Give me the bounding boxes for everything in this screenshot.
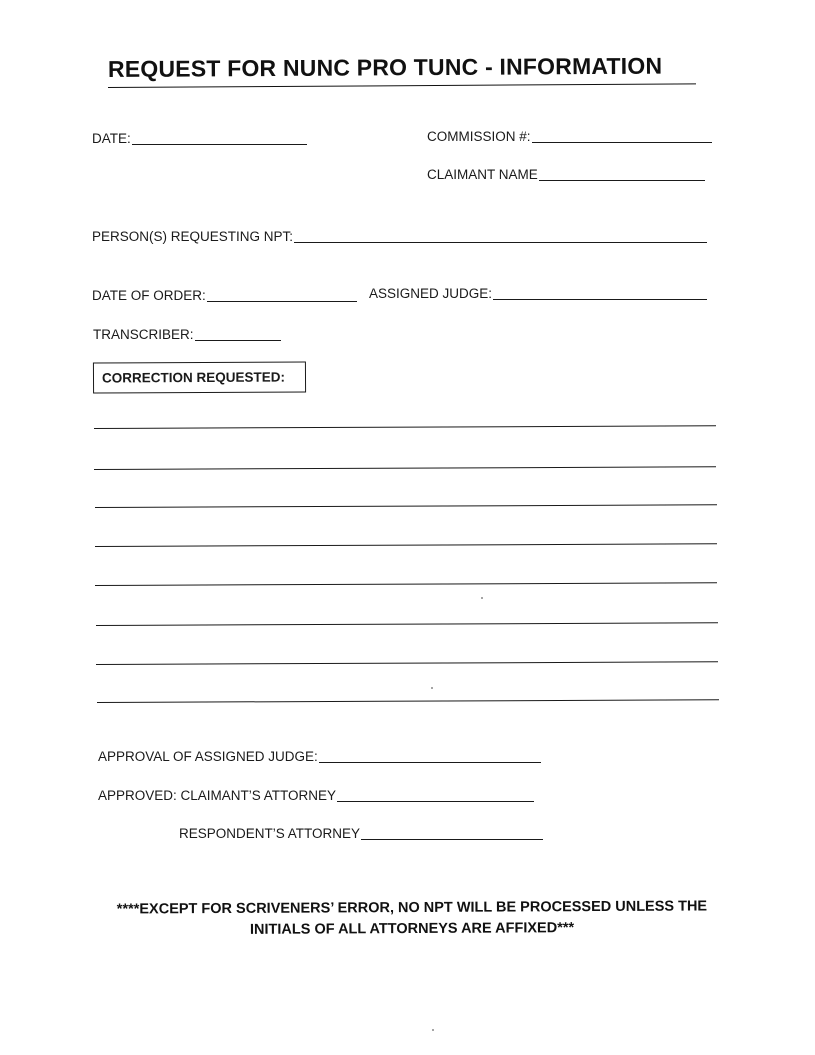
correction-line-4[interactable] [95, 543, 717, 547]
correction-line-2[interactable] [94, 466, 716, 470]
commission-field [427, 129, 712, 145]
claimant-attorney-label: APPROVED: CLAIMANT’S ATTORNEY [98, 788, 337, 803]
transcriber-blank[interactable] [195, 340, 281, 341]
approval-judge-blank[interactable] [319, 762, 541, 763]
notice-line-1: ****EXCEPT FOR SCRIVENERS’ ERROR, NO NPT WILL BE PROCESSED UNLESS THE [116, 898, 708, 918]
correction-line-7[interactable] [96, 661, 718, 665]
approval-judge-field [98, 749, 541, 765]
date-of-order-label: DATE OF ORDER: [92, 288, 206, 303]
transcriber-field [93, 327, 281, 343]
correction-line-3[interactable] [95, 504, 717, 508]
claimant-name-blank[interactable] [539, 180, 705, 181]
commission-label: COMMISSION #: [427, 129, 531, 144]
correction-requested-label: CORRECTION REQUESTED: [101, 369, 286, 386]
scan-speck [432, 1029, 434, 1031]
form-title: REQUEST FOR NUNC PRO TUNC - INFORMATION [107, 52, 663, 82]
persons-requesting-label: PERSON(S) REQUESTING NPT: [92, 229, 294, 244]
claimant-attorney-blank[interactable] [337, 801, 534, 802]
assigned-judge-field [369, 286, 707, 302]
claimant-attorney-field [98, 788, 534, 804]
claimant-name-label: CLAIMANT NAME [427, 167, 538, 182]
claimant-name-field [427, 167, 705, 183]
commission-blank[interactable] [532, 142, 712, 143]
date-of-order-blank[interactable] [207, 301, 357, 302]
respondent-attorney-label: RESPONDENT’S ATTORNEY [179, 826, 361, 841]
title-underline [108, 83, 696, 88]
date-blank[interactable] [132, 144, 307, 145]
approval-judge-label: APPROVAL OF ASSIGNED JUDGE: [98, 749, 318, 764]
persons-requesting-field [92, 229, 707, 245]
persons-requesting-blank[interactable] [294, 242, 707, 243]
notice-line-2: INITIALS OF ALL ATTORNEYS ARE AFFIXED*** [249, 920, 575, 938]
correction-line-8[interactable] [97, 699, 719, 703]
correction-line-5[interactable] [95, 582, 717, 586]
processing-notice [92, 896, 732, 941]
assigned-judge-blank[interactable] [493, 299, 707, 300]
date-label: DATE: [92, 131, 131, 146]
assigned-judge-label: ASSIGNED JUDGE: [369, 286, 493, 301]
date-of-order-field [92, 288, 357, 304]
correction-line-6[interactable] [96, 622, 718, 626]
transcriber-label: TRANSCRIBER: [93, 327, 194, 342]
date-field [92, 131, 307, 147]
scan-speck [431, 687, 433, 689]
scan-speck [481, 597, 483, 599]
respondent-attorney-blank[interactable] [361, 839, 543, 840]
respondent-attorney-field [179, 826, 543, 842]
correction-requested-box [93, 361, 306, 393]
correction-line-1[interactable] [94, 425, 716, 429]
